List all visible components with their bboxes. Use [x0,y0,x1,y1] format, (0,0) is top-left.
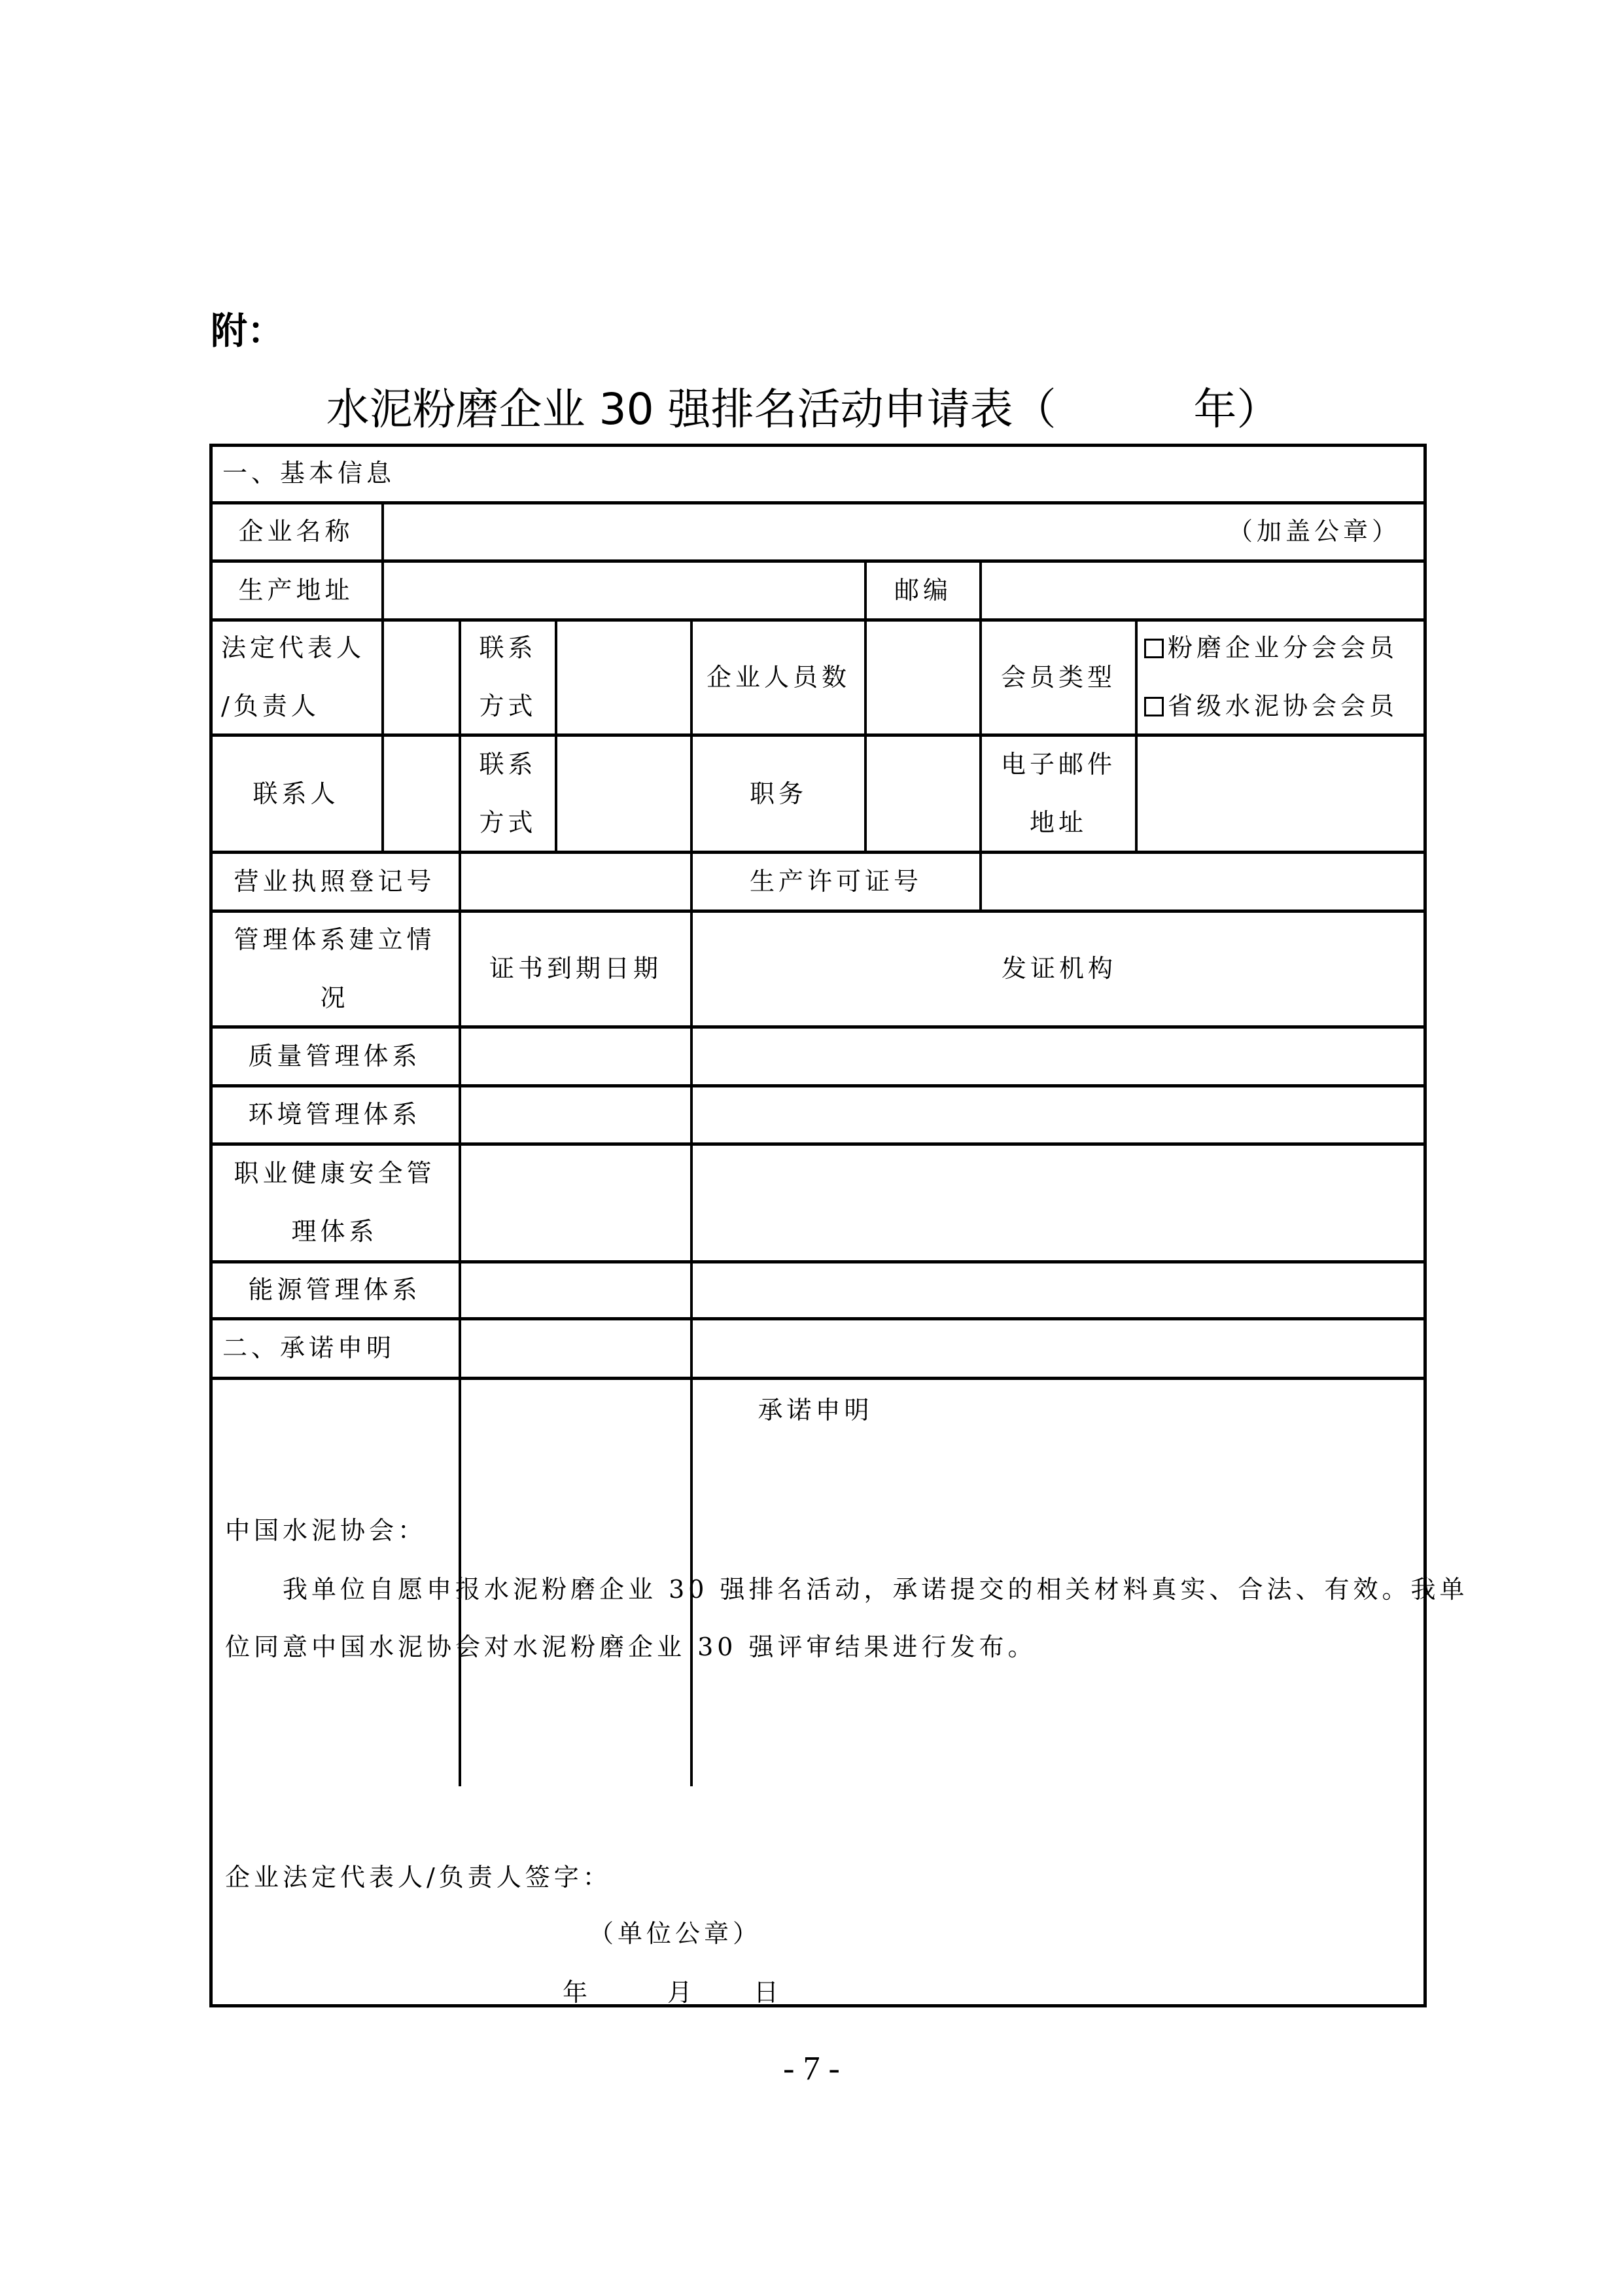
employee-count-label-text: 企业人员数 [706,662,850,692]
legal-rep-label-line2: /负责人 [221,692,320,720]
application-form-table [209,444,1469,2007]
section-commitment-heading [209,1318,1427,1378]
member-type-option-list [1144,619,1398,735]
energy-cert-expiry-field[interactable] [460,1262,691,1318]
legal-rep-label-line1: 法定代表人 [221,633,366,662]
company-name-label-text: 企业名称 [238,517,354,546]
company-name-field[interactable] [383,503,1427,561]
issuing-body-header-text: 发证机构 [1001,954,1117,983]
contact-person-label-text: 联系人 [253,779,340,808]
legal-rep-label-lines [221,619,365,735]
environment-issuer-field[interactable] [691,1086,1427,1144]
contact-person-contact-field[interactable] [556,735,691,853]
mgmt-system-row-environment-label [209,1086,460,1144]
business-license-label-text: 营业执照登记号 [234,867,436,896]
mgmt-system-row-energy-label [209,1262,460,1318]
mgmt-system-name: 能源管理体系 [248,1275,421,1304]
mgmt-system-row-ohs-label [209,1144,460,1262]
employee-count-label [691,620,865,735]
employee-count-field[interactable] [865,620,981,735]
row-divider [209,1377,1427,1380]
contact-person-label [209,735,383,853]
legal-rep-contact-field[interactable] [556,620,691,735]
contact-method-label-line2: 方式 [479,808,537,837]
signature-label: 企业法定代表人/负责人签字： [225,1863,612,1892]
member-type-label [981,620,1136,735]
email-label-line1: 电子邮件 [1000,750,1116,779]
legal-rep-label [209,620,383,735]
statement-title-text: 承诺申明 [758,1396,873,1424]
cert-expiry-header [460,911,691,1027]
checkbox-label: 粉磨企业分会会员 [1168,633,1399,662]
postcode-label-text: 邮编 [894,575,952,605]
checkbox-label: 省级水泥协会会员 [1168,692,1399,720]
section-basic-info-heading [209,444,1427,503]
ohs-cert-expiry-field[interactable] [460,1144,691,1262]
position-field[interactable] [865,735,981,853]
mgmt-system-header-lines [234,911,435,1027]
position-label-text: 职务 [749,779,807,808]
contact-method-label-line1: 联系 [479,750,537,779]
checkbox-icon[interactable] [1144,697,1164,716]
checkbox-icon[interactable] [1144,639,1164,658]
company-name-label [209,503,383,561]
production-address-label [209,561,383,620]
section-heading-text: 一、基本信息 [222,458,396,487]
mgmt-system-name: 环境管理体系 [248,1100,421,1129]
cert-expiry-header-text: 证书到期日期 [489,954,662,983]
date-day-label: 日 [754,1978,783,2007]
date-month-label: 月 [667,1978,697,2007]
email-label [981,735,1136,853]
email-label-lines [1001,735,1116,852]
contact-method-label-lines [479,735,536,852]
production-address-label-text: 生产地址 [238,575,354,605]
production-address-field[interactable] [383,561,865,620]
business-license-field[interactable] [460,853,691,911]
section-heading-text: 二、承诺申明 [222,1333,396,1362]
statement-paragraph-line1: 我单位自愿申报水泥粉磨企业 30 强排名活动，承诺提交的相关材料真实、合法、有效。我单 [283,1575,1469,1604]
production-permit-label [691,853,981,911]
contact-method-label-line2: 方式 [479,692,537,720]
date-year-label: 年 [563,1978,592,2007]
member-type-label-text: 会员类型 [1000,662,1116,692]
mgmt-system-name-lines [234,1144,435,1261]
issuing-body-header [691,911,1427,1027]
contact-person-field[interactable] [383,735,460,853]
environment-cert-expiry-field[interactable] [460,1086,691,1144]
company-seal-note: （加盖公章） [1227,517,1401,546]
business-license-label [209,853,460,911]
statement-paragraph-line2: 位同意中国水泥协会对水泥粉磨企业 30 强评审结果进行发布。 [225,1633,1037,1661]
mgmt-system-row-quality-label [209,1027,460,1086]
statement-title [209,1390,1427,1426]
postcode-field[interactable] [981,561,1427,620]
page-number: - 7 - [783,2050,840,2087]
legal-rep-contact-label [460,620,556,735]
email-label-line2: 地址 [1029,808,1087,837]
member-type-options [1136,620,1427,735]
ohs-issuer-field[interactable] [691,1144,1427,1262]
energy-issuer-field[interactable] [691,1262,1427,1318]
quality-issuer-field[interactable] [691,1027,1427,1086]
production-permit-field[interactable] [981,853,1427,911]
legal-rep-field[interactable] [383,620,460,735]
mgmt-system-header [209,911,460,1027]
document-title [0,374,1623,436]
mgmt-system-name: 质量管理体系 [248,1041,421,1070]
mgmt-system-name-line2: 理体系 [291,1217,378,1246]
member-type-option-grinding-branch[interactable] [1144,619,1398,677]
position-label [691,735,865,853]
statement-addressee: 中国水泥协会： [225,1516,427,1545]
mgmt-system-name-line1: 职业健康安全管 [234,1159,436,1188]
postcode-label [865,561,981,620]
contact-method-label-line1: 联系 [479,633,537,662]
document-title-text: 水泥粉磨企业 30 强排名活动申请表（ 年） [326,384,1280,434]
member-type-option-provincial-association[interactable] [1144,677,1398,735]
contact-method-label-lines [479,619,536,735]
quality-cert-expiry-field[interactable] [460,1027,691,1086]
contact-person-contact-label [460,735,556,853]
email-field[interactable] [1136,735,1427,853]
production-permit-label-text: 生产许可证号 [749,867,922,896]
seal-label: （单位公章） [589,1919,762,1948]
mgmt-system-header-line1: 管理体系建立情 [234,925,436,954]
mgmt-system-header-line2: 况 [320,983,349,1012]
attachment-label: 附： [211,310,284,353]
